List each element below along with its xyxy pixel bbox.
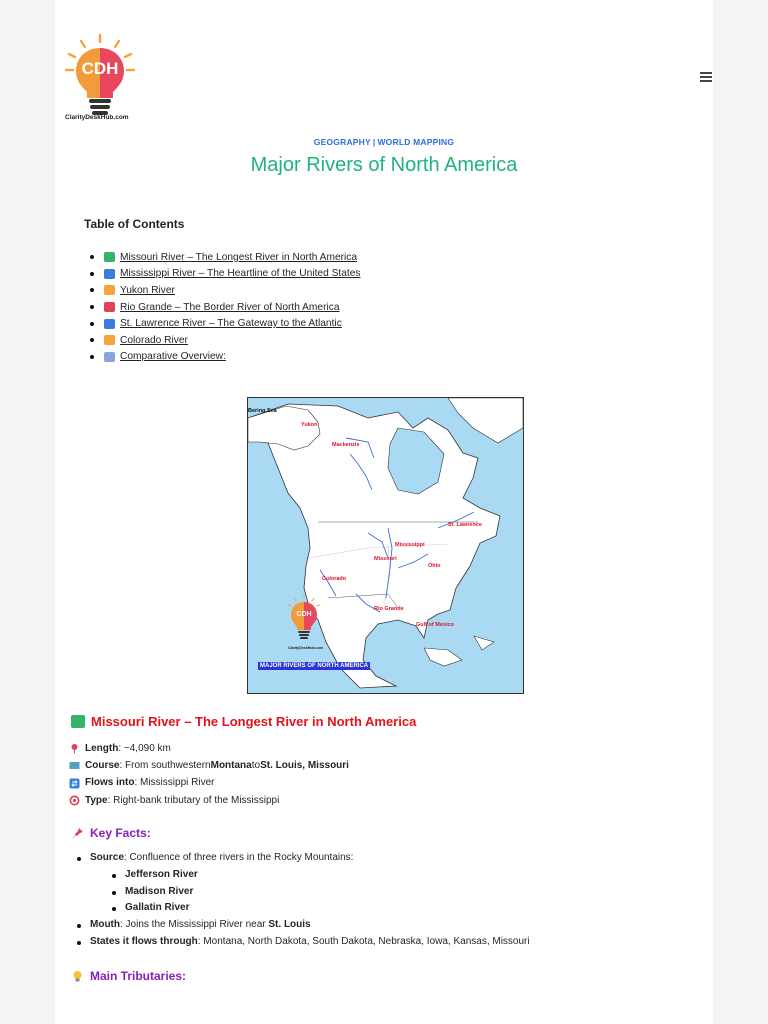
orange-book-icon — [104, 285, 115, 295]
key-facts-heading: Key Facts: — [71, 826, 151, 840]
list-item: Mouth: Joins the Mississippi River near St. Louis — [77, 917, 530, 934]
map-icon — [69, 760, 80, 771]
map-watermark-site: ClarityDeskHub.com — [288, 646, 324, 650]
map-label-mackenzie: Mackenzie — [332, 442, 360, 448]
map-label-yukon: Yukon — [301, 422, 318, 428]
logo-text: CDH — [81, 59, 119, 78]
fact-length: Length : ~4,090 km — [69, 740, 349, 757]
toc-link-comparative-overview[interactable]: Comparative Overview: — [104, 351, 226, 362]
toc-item — [90, 249, 360, 266]
green-book-icon — [104, 252, 115, 262]
section-heading-missouri: Missouri River – The Longest River in North America — [71, 714, 416, 729]
green-book-icon — [71, 715, 85, 728]
toc-item — [90, 299, 360, 316]
site-logo[interactable] — [62, 32, 138, 124]
map-label-gulf-of-mexico: Gulf of Mexico — [416, 622, 454, 628]
map-label-ohio: Ohio — [428, 563, 441, 569]
list-item: Madison River — [112, 884, 530, 901]
map-label-missouri: Missouri — [374, 556, 397, 562]
map-label-colorado: Colorado — [322, 576, 347, 582]
map-title-banner: MAJOR RIVERS OF NORTH AMERICA — [260, 663, 369, 669]
toc-link-yukon[interactable]: Yukon River — [104, 285, 175, 296]
toc-link-st-lawrence[interactable]: St. Lawrence River – The Gateway to the Atlantic — [104, 318, 342, 329]
toc-item — [90, 349, 360, 366]
pushpin-icon — [71, 827, 84, 840]
target-icon — [69, 795, 80, 806]
map-label-st-lawrence: St. Lawrence — [448, 522, 482, 528]
hamburger-menu-icon[interactable] — [700, 72, 712, 84]
list-item: Gallatin River — [112, 900, 530, 917]
map-label-mississippi: Mississippi — [395, 542, 425, 548]
category-separator: | — [372, 137, 376, 147]
table-of-contents — [90, 249, 360, 365]
category-link-world-mapping[interactable]: WORLD MAPPING — [377, 137, 455, 147]
category-link-geography[interactable]: GEOGRAPHY — [313, 137, 371, 147]
toc-item — [90, 315, 360, 332]
toc-link-missouri[interactable]: Missouri River – The Longest River in North America — [104, 252, 357, 263]
source-rivers-list — [90, 867, 530, 917]
toc-link-mississippi[interactable]: Mississippi River – The Heartline of the United States — [104, 268, 360, 279]
flow-arrows-icon — [69, 778, 80, 789]
map-label-bering-sea: Bering Sea — [248, 408, 277, 414]
fact-flows-into: Flows into : Mississippi River — [69, 774, 349, 791]
map-watermark-text: CDH — [296, 611, 312, 618]
logo-site-name: ClarityDeskHub.com — [65, 114, 129, 121]
map-label-rio-grande: Rio Grande — [374, 606, 404, 612]
orange-book-icon — [104, 335, 115, 345]
list-item: Source: Confluence of three rivers in the Rocky Mountains: Jefferson River Madison River Gallatin River — [77, 850, 530, 917]
main-tributaries-heading: Main Tributaries: — [71, 969, 186, 983]
list-item: States it flows through: Montana, North Dakota, South Dakota, Nebraska, Iowa, Kansas, Missouri — [77, 934, 530, 951]
rivers-map-image — [247, 397, 524, 694]
category-breadcrumb — [0, 137, 768, 147]
blue-book-icon — [104, 269, 115, 279]
fact-course: Course : From southwestern Montana to St. Louis, Missouri — [69, 757, 349, 774]
toc-item — [90, 266, 360, 283]
toc-item — [90, 332, 360, 349]
key-facts-list — [77, 850, 530, 951]
red-book-icon — [104, 302, 115, 312]
pin-icon — [69, 743, 80, 754]
blue-book-icon — [104, 319, 115, 329]
list-item: Jefferson River — [112, 867, 530, 884]
toc-link-rio-grande[interactable]: Rio Grande – The Border River of North America — [104, 302, 340, 313]
toc-item — [90, 282, 360, 299]
toc-link-colorado[interactable]: Colorado River — [104, 335, 188, 346]
missouri-quick-facts — [69, 740, 349, 809]
lightbulb-icon — [71, 970, 84, 983]
bar-chart-icon — [104, 352, 115, 362]
toc-title: Table of Contents — [84, 217, 185, 231]
fact-type: Type : Right-bank tributary of the Mississippi — [69, 792, 349, 809]
page-title: Major Rivers of North America — [250, 154, 518, 176]
